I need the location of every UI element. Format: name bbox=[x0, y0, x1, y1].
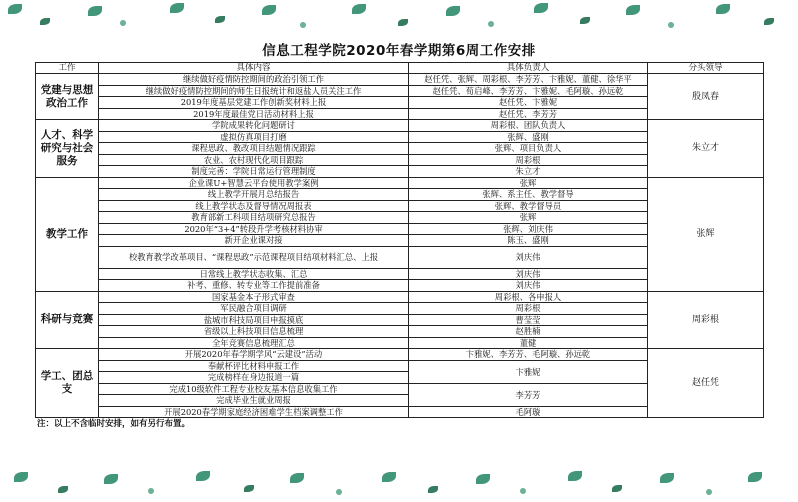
content-cell: 继续做好疫情防控期间的师生日报统计和返盐人员关注工作 bbox=[99, 85, 409, 97]
owner-cell: 周彩根、团队负责人 bbox=[409, 120, 648, 132]
owner-cell: 张辉、刘庆伟 bbox=[409, 223, 648, 235]
owner-cell: 张辉、项目负责人 bbox=[409, 143, 648, 155]
table-row bbox=[36, 120, 764, 132]
leader-cell: 赵任凭 bbox=[648, 349, 764, 418]
owner-cell: 董健 bbox=[409, 337, 648, 349]
owner-cell: 毛阿璇 bbox=[409, 406, 648, 418]
content-cell: 完成毕业生就业周报 bbox=[99, 395, 409, 407]
owner-cell: 朱立才 bbox=[409, 166, 648, 178]
table-row bbox=[36, 349, 764, 361]
content-cell: 国家基金本子形式审查 bbox=[99, 291, 409, 303]
content-cell: 线上教学开展月总结报告 bbox=[99, 189, 409, 201]
owner-cell: 刘庆伟 bbox=[409, 268, 648, 280]
content-cell: 开展2020年春学期学风“云建设”活动 bbox=[99, 349, 409, 361]
table-row bbox=[36, 74, 764, 86]
schedule-table bbox=[35, 62, 764, 418]
content-cell: 线上教学状态及督导情况周报表 bbox=[99, 200, 409, 212]
leader-cell: 朱立才 bbox=[648, 120, 764, 178]
content-cell: 继续做好疫情防控期间的政治引领工作 bbox=[99, 74, 409, 86]
category-cell: 党建与思想政治工作 bbox=[36, 74, 99, 120]
bottom-decoration bbox=[0, 466, 798, 502]
content-cell: 2019年度基层党建工作创新奖材料上报 bbox=[99, 97, 409, 109]
owner-cell: 张辉、系主任、教学督导 bbox=[409, 189, 648, 201]
owner-cell: 周彩根 bbox=[409, 303, 648, 315]
owner-cell: 刘庆伟 bbox=[409, 246, 648, 268]
leader-cell: 周彩根 bbox=[648, 291, 764, 349]
owner-cell: 赵任凭、卞雅妮 bbox=[409, 97, 648, 109]
content-cell: 2019年度最佳党日活动材料上报 bbox=[99, 108, 409, 120]
owner-cell: 赵任凭、荀启峰、李芳芳、卞雅妮、毛阿璇、孙远乾 bbox=[409, 85, 648, 97]
owner-cell: 张辉 bbox=[409, 212, 648, 224]
content-cell: 校教育教学改革项目、“课程思政”示范课程项目结项材料汇总、上报 bbox=[99, 246, 409, 268]
category-cell: 教学工作 bbox=[36, 177, 99, 291]
content-cell: 省级以上科技项目信息梳理 bbox=[99, 326, 409, 338]
footnote: 注：以上不含临时安排，如有另行布置。 bbox=[37, 419, 191, 429]
content-cell: 农业、农村现代化项目跟踪 bbox=[99, 154, 409, 166]
top-decoration bbox=[0, 0, 798, 36]
content-cell: 2020年“3+4”转段升学考核材料协审 bbox=[99, 223, 409, 235]
header-content: 具体内容 bbox=[99, 63, 409, 74]
owner-cell: 赵任凭、李芳芳 bbox=[409, 108, 648, 120]
owner-cell: 卞雅妮 bbox=[409, 360, 648, 383]
header-work: 工作 bbox=[36, 63, 99, 74]
owner-cell: 曹莹莹 bbox=[409, 314, 648, 326]
content-cell: 补考、重修、转专业等工作提前准备 bbox=[99, 280, 409, 292]
content-cell: 新开企业课对接 bbox=[99, 235, 409, 247]
content-cell: 完成10级软件工程专业校友基本信息收集工作 bbox=[99, 383, 409, 395]
owner-cell: 张辉 bbox=[409, 177, 648, 189]
header-leader: 分头领导 bbox=[648, 63, 764, 74]
content-cell: 虚拟仿真项目打磨 bbox=[99, 131, 409, 143]
category-cell: 学工、团总支 bbox=[36, 349, 99, 418]
owner-cell: 陈玉、盛刚 bbox=[409, 235, 648, 247]
leader-cell: 殷凤春 bbox=[648, 74, 764, 120]
table-body bbox=[36, 74, 764, 418]
owner-cell: 刘庆伟 bbox=[409, 280, 648, 292]
owner-cell: 赵胜楠 bbox=[409, 326, 648, 338]
content-cell: 教育部新工科项目结项研究总报告 bbox=[99, 212, 409, 224]
owner-cell: 张辉、盛刚 bbox=[409, 131, 648, 143]
content-cell: 完成榜样在身边报道一篇 bbox=[99, 372, 409, 384]
content-cell: 开展2020春学期家庭经济困难学生档案调整工作 bbox=[99, 406, 409, 418]
content-cell: 日常线上教学状态收集、汇总 bbox=[99, 268, 409, 280]
owner-cell: 周彩根、各申报人 bbox=[409, 291, 648, 303]
table-header-row bbox=[36, 63, 764, 74]
content-cell: 课程思政、教改项目结题情况跟踪 bbox=[99, 143, 409, 155]
owner-cell: 赵任凭、张辉、周彩根、李芳芳、卞雅妮、董健、徐华平 bbox=[409, 74, 648, 86]
schedule-sheet bbox=[35, 40, 763, 458]
owner-cell: 周彩根 bbox=[409, 154, 648, 166]
owner-cell: 李芳芳 bbox=[409, 383, 648, 406]
content-cell: 盐城市科技局项目申报摸底 bbox=[99, 314, 409, 326]
header-owner: 具体负责人 bbox=[409, 63, 648, 74]
owner-cell: 张辉、教学督导员 bbox=[409, 200, 648, 212]
table-row bbox=[36, 291, 764, 303]
owner-cell: 卞雅妮、李芳芳、毛阿璇、孙远乾 bbox=[409, 349, 648, 361]
leader-cell: 张辉 bbox=[648, 177, 764, 291]
content-cell: 制度完善：学院日常运行管理制度 bbox=[99, 166, 409, 178]
content-cell: 全年竞赛信息梳理汇总 bbox=[99, 337, 409, 349]
content-cell: 学院成果转化问题研讨 bbox=[99, 120, 409, 132]
page-title: 信息工程学院2020年春学期第6周工作安排 bbox=[262, 43, 536, 59]
content-cell: 奉献杯评比材料申报工作 bbox=[99, 360, 409, 372]
content-cell: 企业课U+智慧云平台使用教学案例 bbox=[99, 177, 409, 189]
content-cell: 军民融合项目调研 bbox=[99, 303, 409, 315]
table-row bbox=[36, 177, 764, 189]
category-cell: 科研与竞赛 bbox=[36, 291, 99, 349]
category-cell: 人才、科学研究与社会服务 bbox=[36, 120, 99, 178]
